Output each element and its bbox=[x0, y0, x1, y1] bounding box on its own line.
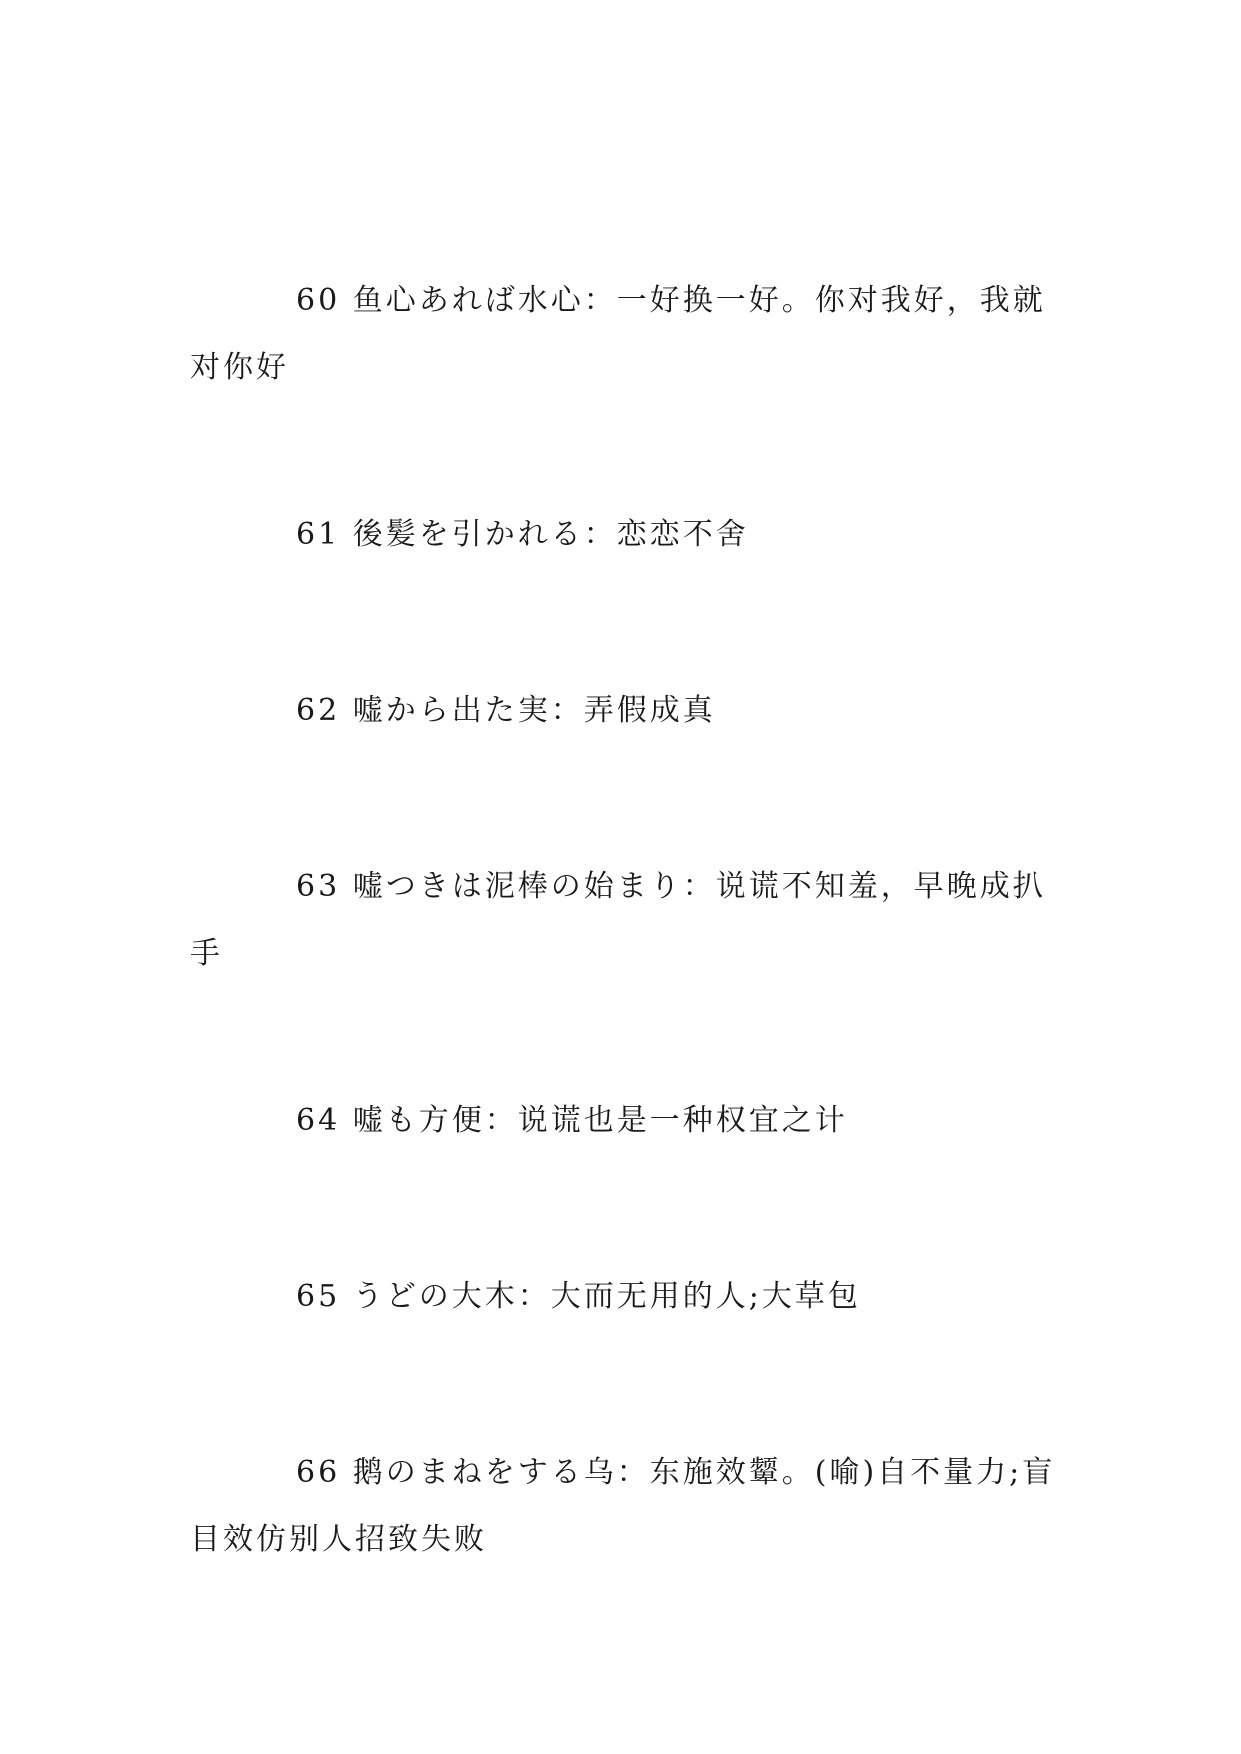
proverb-entry bbox=[190, 677, 1056, 744]
proverb-entry bbox=[190, 501, 1056, 568]
proverb-entry bbox=[190, 853, 1056, 987]
entry-number: 65 bbox=[296, 1279, 341, 1314]
entry-text: 鱼心あれば水心：一好换一好。你对我好，我就对你好 bbox=[190, 283, 1046, 385]
entry-number: 63 bbox=[296, 869, 341, 904]
proverb-entry bbox=[190, 1087, 1056, 1154]
proverb-entry bbox=[190, 1439, 1056, 1573]
entry-number: 61 bbox=[296, 517, 341, 552]
entry-text: 鹅のまねをする乌：东施效颦。(喻)自不量力;盲目效仿别人招致失败 bbox=[190, 1455, 1056, 1557]
entry-text: 嘘つきは泥棒の始まり：说谎不知羞，早晚成扒手 bbox=[190, 869, 1046, 971]
proverb-entry bbox=[190, 267, 1056, 401]
entry-number: 62 bbox=[296, 693, 341, 728]
entry-text: うどの大木：大而无用的人;大草包 bbox=[352, 1279, 861, 1314]
entry-text: 嘘から出た実：弄假成真 bbox=[352, 693, 716, 728]
entry-number: 60 bbox=[296, 283, 341, 318]
entry-text: 後髪を引かれる：恋恋不舍 bbox=[352, 517, 749, 552]
proverb-entry bbox=[190, 1263, 1056, 1330]
entry-text: 嘘も方便：说谎也是一种权宜之计 bbox=[352, 1103, 848, 1138]
entry-number: 64 bbox=[296, 1103, 341, 1138]
entry-number: 66 bbox=[296, 1455, 341, 1490]
